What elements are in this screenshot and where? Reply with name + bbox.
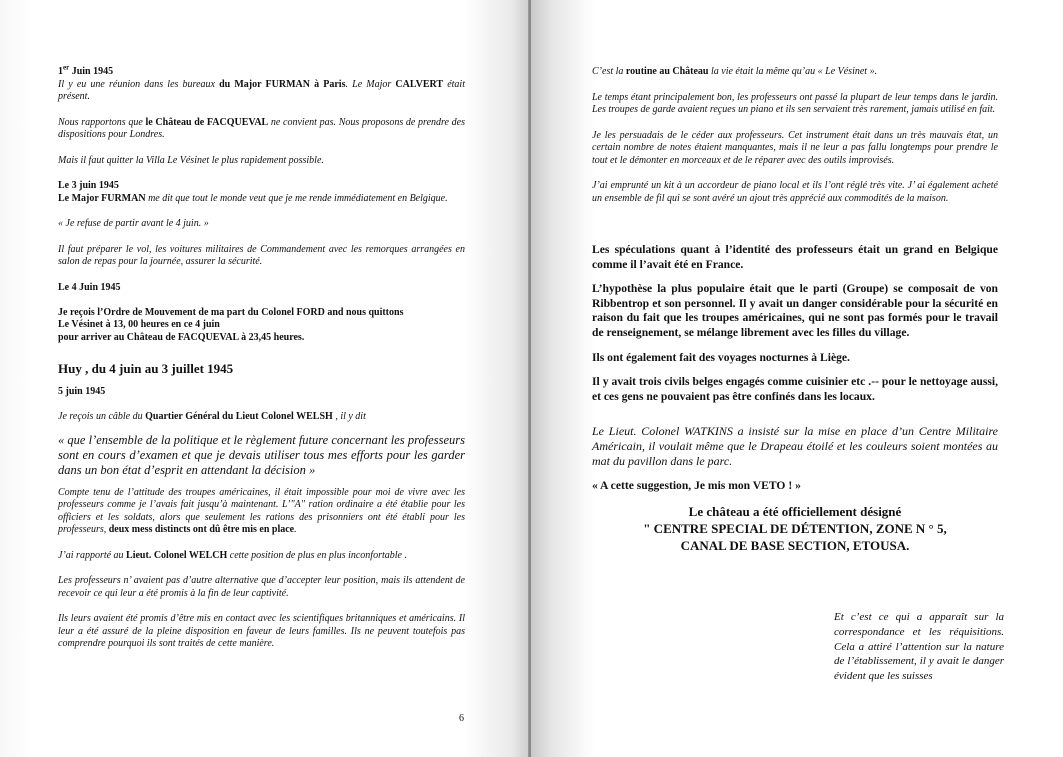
right-column — [592, 66, 998, 554]
paragraph-alternative: Les professeurs n’ avaient pas d’autre alternative que d’accepter leur position, mais ils attendent de recevoir ce qui leur a été promis à la fin de leur captivité. — [58, 575, 465, 599]
left-column — [58, 63, 465, 651]
paragraph-speculations: Les spéculations quant à l’identité des professeurs était un grand en Belgique comme il l’avait été en France. — [592, 243, 998, 271]
page-number: 6 — [459, 713, 464, 724]
paragraph-vesinet: Mais il faut quitter la Villa Le Vésinet le plus rapidement possible. — [58, 154, 324, 166]
paragraph-routine: C’est la routine au Château la vie était la même qu’au « Le Vésinet ». — [592, 66, 878, 77]
paragraph-civils: Il y avait trois civils belges engagés comme cuisinier etc .-- pour le nettoyage aussi, et ces gens ne pouvaient pas être confinés dans les locaux. — [592, 375, 998, 403]
paragraph-hypothesis: L’hypothèse la plus populaire était que le parti (Groupe) se composait de von Ribbentrop et son personnel. Il y avait un danger considérable pour la sécurité en raison du fait que les troupes américaines, qui ne sont pas formés pour le travail de renseignement, se mélange librement avec les filles du village. — [592, 282, 998, 339]
paragraph-june-3: Le 3 juin 1945 Le Major FURMAN me dit que tout le monde veut que je me rende immédiatement en Belgique. — [58, 180, 448, 204]
paragraph-piano: Le temps étant principalement bon, les professeurs ont passé la plupart de leur temps dans le jardin. Les troupes de garde avaient reçues un piano et ils sen servaient très rarement, jamais utilisé en fait. — [592, 91, 998, 115]
paragraph-persuade: Je les persuadais de le céder aux professeurs. Cet instrument était dans un très mauvais état, un certain nombre de notes étaient manquantes, mais il ne leur a pas fallu longtemps pour prendre le tout et le démonter en morceaux et de le réparer avec des outils improvisés. — [592, 129, 998, 166]
paragraph-kit: J’ai emprunté un kit à un accordeur de piano local et ils l’ont réglé très vite. J’ ai également acheté un ensemble de fil qui se sont avéré un ajout très apprécié aux commodités de la maison. — [592, 180, 998, 204]
section-heading-huy: Huy , du 4 juin au 3 juillet 1945 — [58, 361, 234, 376]
paragraph-liege: Ils ont également fait des voyages nocturnes à Liège. — [592, 350, 850, 364]
paragraph-june-4: Le 4 Juin 1945 Je reçois l’Ordre de Mouvement de ma part du Colonel FORD and nous quittons Le Vésinet à 13, 00 heures en ce 4 juin pour arriver au Château de FACQUEVAL à 23,45 heures. — [58, 281, 404, 343]
designation-block: Le château a été officiellement désigné " CENTRE SPECIAL DE DÉTENTION, ZONE N ° 5, CANAL DE BASE SECTION, ETOUSA. — [643, 504, 947, 554]
paragraph-june-5: 5 juin 1945 Je reçois un câble du Quartier Général du Lieut Colonel WELSH , il y dit — [58, 386, 366, 422]
paragraph-rations: Compte tenu de l’attitude des troupes américaines, il était impossible pour moi de vivre avec les professeurs comme je l’avais fait jusqu’à maintenant. L’"A" ration ordinaire a été établie pour les officiers et les soldats, alors que seulement les rations des prisonniers ont été établi pour les professeurs, deux mess distincts ont dû être mis en place. — [58, 486, 465, 535]
paragraph-veto: « A cette suggestion, Je mis mon VETO ! » — [592, 478, 801, 492]
quote-welsh: « que l’ensemble de la politique et le règlement future concernant les professeurs sont en cours d’examen et que je devais utiliser tous mes efforts pour les garder dans un bon état d’esprit en attendant la décision » — [58, 432, 465, 477]
side-paragraph: Et c’est ce qui a apparaît sur la correspondance et les réquisitions. Cela a attiré l’attention sur la nature de l’établissement, il y avait le danger évident que les suisses — [834, 611, 1004, 683]
date-heading: 1er Juin 1945 — [58, 63, 114, 77]
paragraph-refuse: « Je refuse de partir avant le 4 juin. » — [58, 218, 209, 229]
paragraph-vol: Il faut préparer le vol, les voitures militaires de Commandement avec les remorques arrangées en salon de repas pour la journée, assurer la sécurité. — [58, 243, 465, 267]
paragraph-welch: J’ai rapporté au Lieut. Colonel WELCH cette position de plus en plus inconfortable . — [58, 549, 407, 561]
right-page — [531, 0, 1063, 757]
paragraph-watkins: Le Lieut. Colonel WATKINS a insisté sur la mise en place d’un Centre Militaire Américain, il voulait même que le Drapeau étoilé et les couleurs soient montées au mat du pavillon dans le parc. — [592, 424, 998, 468]
left-page — [0, 0, 529, 757]
paragraph-facqueval: Nous rapportons que le Château de FACQUEVAL ne convient pas. Nous proposons de prendre des dispositions pour Londres. — [58, 116, 465, 140]
paragraph-promises: Ils leurs avaient été promis d’être mis en contact avec les scientifiques britanniques et américains. Il leur a été assuré de la pleine disposition en faveur de leurs familles. Ils ne peuvent toutefois pas comprendre pourquoi ils sont traités de cette manière. — [58, 613, 465, 649]
paragraph-june-1: 1er Juin 1945 Il y eu une réunion dans les bureaux du Major FURMAN à Paris. Le Major CALVERT était présent. — [58, 63, 465, 102]
